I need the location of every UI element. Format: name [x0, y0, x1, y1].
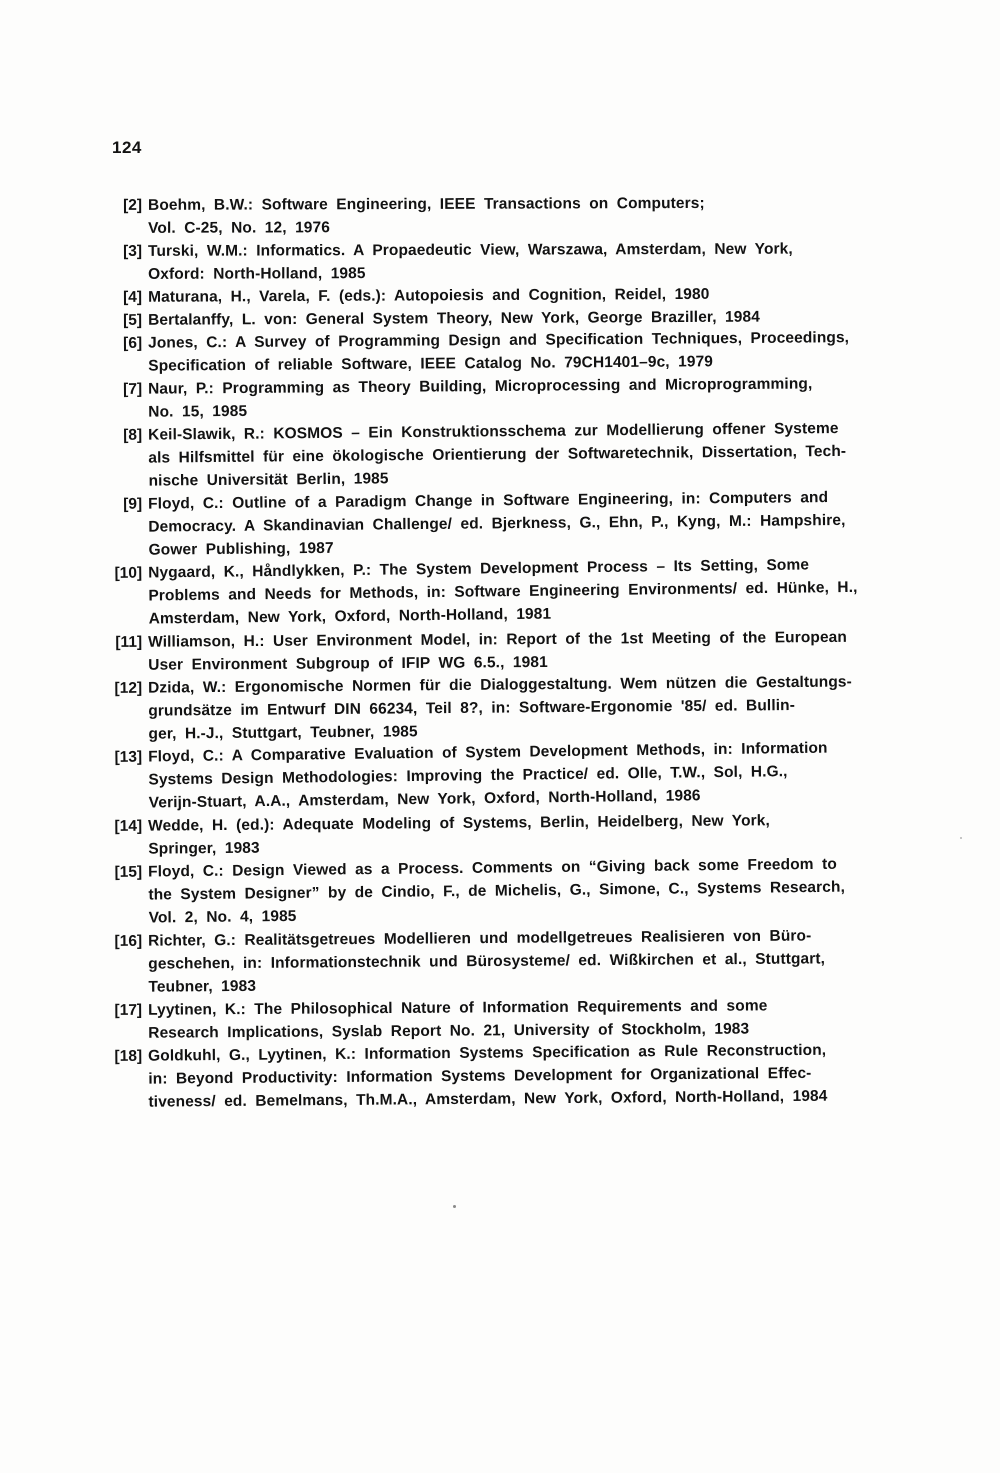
- reference-text: [148, 625, 913, 676]
- reference-line: Goldkuhl, G., Lyytinen, K.: Information Systems Specification as Rule Reconstruction,: [148, 1041, 827, 1065]
- reference-text: [148, 670, 914, 746]
- reference-line: tiveness/ ed. Bemelmans, Th.M.A., Amsterdam, New York, Oxford, North-Holland, 1984: [148, 1087, 828, 1111]
- page-number: 124: [112, 138, 142, 157]
- reference-label: [12]: [114, 679, 143, 697]
- reference-label: [5]: [123, 311, 143, 329]
- reference-item: [108, 552, 914, 631]
- reference-line: Bertalanffy, L. von: General System Theory, New York, George Braziller, 1984: [148, 308, 760, 329]
- reference-line: Vol. C-25, No. 12, 1976: [148, 219, 330, 237]
- reference-line: grundsätze im Entwurf DIN 66234, Teil 8?, in: Software-Ergonomie '85/ ed. Bullin-: [148, 697, 796, 720]
- reference-label: [15]: [114, 863, 143, 881]
- reference-line: Verijn-Stuart, A.A., Amsterdam, New York, Oxford, North-Holland, 1986: [148, 787, 701, 812]
- reference-label: [4]: [123, 288, 143, 306]
- reference-line: Wedde, H. (ed.): Adequate Modeling of Systems, Berlin, Heidelberg, New York,: [148, 812, 770, 835]
- reference-line: ger, H.-J., Stuttgart, Teubner, 1985: [148, 723, 418, 743]
- reference-item: [108, 416, 914, 493]
- reference-item: [108, 924, 914, 999]
- reference-line: Williamson, H.: User Environment Model, in: Report of the 1st Meeting of the European: [148, 628, 848, 651]
- reference-line: Floyd, C.: Design Viewed as a Process. Comments on “Giving back some Freedom to: [148, 855, 837, 881]
- reference-text: [148, 1038, 914, 1114]
- reference-line: the System Designer” by de Cindio, F., de Michelis, G., Simone, C., Systems Research,: [148, 878, 846, 904]
- reference-line: als Hilfsmittel für eine ökologische Orientierung der Softwaretechnik, Dissertation, Tech-: [148, 442, 847, 467]
- reference-item: [108, 237, 913, 286]
- reference-item: [108, 485, 914, 562]
- reference-line: Oxford: North-Holland, 1985: [148, 265, 366, 283]
- reference-text: [148, 237, 913, 286]
- reference-label: [16]: [114, 932, 143, 950]
- reference-line: Problems and Needs for Methods, in: Software Engineering Environments/ ed. Hünke, H.,: [148, 578, 858, 605]
- reference-list: [108, 194, 913, 1114]
- scan-speck: [960, 837, 962, 839]
- reference-label: [13]: [114, 748, 143, 766]
- reference-line: nische Universität Berlin, 1985: [148, 470, 389, 490]
- reference-text: [148, 852, 914, 930]
- reference-label: [7]: [123, 380, 143, 398]
- reference-item: [108, 625, 913, 677]
- reference-label: [17]: [114, 1001, 143, 1019]
- reference-item: [108, 191, 913, 240]
- reference-line: Boehm, B.W.: Software Engineering, IEEE Transactions on Computers;: [148, 194, 705, 214]
- reference-item: [108, 326, 913, 378]
- scan-speck: [453, 1205, 456, 1208]
- reference-label: [8]: [123, 426, 143, 444]
- reference-line: Dzida, W.: Ergonomische Normen für die Dialoggestaltung. Wem nützen die Gestaltungs-: [148, 673, 852, 697]
- reference-label: [9]: [123, 495, 143, 513]
- reference-label: [10]: [114, 564, 143, 582]
- reference-text: [148, 735, 914, 814]
- reference-line: Naur, P.: Programming as Theory Building, Microprocessing and Microprogramming,: [148, 375, 813, 398]
- reference-line: Turski, W.M.: Informatics. A Propaedeutic View, Warszawa, Amsterdam, New York,: [148, 240, 793, 260]
- reference-item: [108, 670, 914, 746]
- reference-line: Lyytinen, K.: The Philosophical Nature of Information Requirements and some: [148, 997, 768, 1019]
- reference-label: [6]: [123, 334, 143, 352]
- reference-line: Floyd, C.: Outline of a Paradigm Change in Software Engineering, in: Computers and: [148, 489, 829, 513]
- reference-text: [148, 552, 914, 630]
- reference-line: Specification of reliable Software, IEEE Catalog No. 79CH1401–9c, 1979: [148, 353, 714, 375]
- reference-label: [2]: [123, 196, 143, 214]
- reference-item: [108, 735, 914, 815]
- reference-line: Teubner, 1983: [148, 977, 257, 996]
- reference-line: Floyd, C.: A Comparative Evaluation of System Development Methods, in: Information: [148, 739, 828, 766]
- reference-text: [148, 485, 914, 561]
- reference-line: User Environment Subgroup of IFIP WG 6.5., 1981: [148, 653, 548, 674]
- reference-line: No. 15, 1985: [148, 402, 248, 421]
- reference-text: [148, 326, 913, 378]
- reference-line: geschehen, in: Informationstechnik und Bürosysteme/ ed. Wißkirchen et al., Stuttgart,: [148, 950, 826, 973]
- reference-label: [3]: [123, 242, 143, 260]
- reference-line: Gower Publishing, 1987: [148, 539, 334, 559]
- reference-line: Nygaard, K., Håndlykken, P.: The System Development Process – Its Setting, Some: [148, 556, 810, 582]
- reference-text: [148, 191, 913, 240]
- reference-line: Richter, G.: Realitätsgetreues Modellieren und modellgetreues Realisieren von Büro-: [148, 927, 812, 950]
- reference-text: [148, 993, 913, 1044]
- reference-label: [14]: [114, 817, 143, 835]
- reference-line: Democracy. A Skandinavian Challenge/ ed. Bjerkness, G., Ehn, P., Kyng, M.: Hampshire,: [148, 511, 846, 536]
- reference-item: [108, 993, 913, 1045]
- reference-line: Maturana, H., Varela, F. (eds.): Autopoiesis and Cognition, Reidel, 1980: [148, 285, 710, 306]
- reference-item: [108, 852, 914, 930]
- reference-text: [148, 372, 913, 424]
- reference-line: Vol. 2, No. 4, 1985: [148, 907, 297, 927]
- reference-item: [108, 1038, 914, 1114]
- reference-text: [148, 924, 914, 999]
- reference-line: Systems Design Methodologies: Improving the Practice/ ed. Olle, T.W., Sol, H.G.,: [148, 763, 788, 789]
- reference-line: Amsterdam, New York, Oxford, North-Holland, 1981: [148, 605, 552, 628]
- reference-text: [148, 416, 914, 492]
- reference-line: Keil-Slawik, R.: KOSMOS – Ein Konstruktionsschema zur Modellierung offener Systeme: [148, 419, 839, 444]
- reference-item: [108, 372, 913, 424]
- reference-line: Springer, 1983: [148, 839, 260, 858]
- reference-line: in: Beyond Productivity: Information Systems Development for Organizational Effec-: [148, 1064, 812, 1088]
- reference-label: [18]: [114, 1047, 143, 1065]
- reference-line: Jones, C.: A Survey of Programming Design and Specification Techniques, Proceedings,: [148, 329, 850, 352]
- reference-label: [11]: [115, 633, 143, 651]
- reference-line: Research Implications, Syslab Report No. 21, University of Stockholm, 1983: [148, 1020, 750, 1042]
